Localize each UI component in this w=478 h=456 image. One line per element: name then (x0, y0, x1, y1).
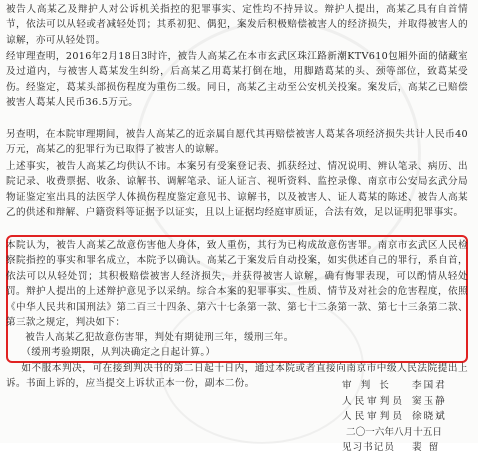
paragraph-appeal-notice: 如不服本判决，可在接到判决书的第二日起十日内，通过本院或者直接向南京市中级人民法院提出上诉。书面上诉的，应当提交上诉状正本一份，副本二份。 (6, 363, 468, 390)
paragraph-defense-opinion: 被告人高某乙及辩护人对公诉机关指控的犯罪事实、定性均不持异议。辩护人提出，高某乙具有自首情节，依法可以从轻或者减轻处罚；其系初犯、偶犯，案发后积极赔偿被害人的经济损失，并取得被害人的谅解，亦可从轻处罚。 (6, 4, 468, 46)
paragraph-probation-note: （缓刑考验期限，从判决确定之日起计算。） (21, 347, 216, 358)
signature-name: 裴 留 (412, 442, 441, 454)
signature-role: 见习书记员 (342, 442, 395, 454)
paragraph-court-opinion: 本院认为，被告人高某乙故意伤害他人身体，致人重伤，其行为已构成故意伤害罪。南京市玄武区人民检察院指控的事实和罪名成立，本院予以确认。高某乙于案发后自动投案，如实供述自己的罪行，系自首，依法可以从轻处罚；其积极赔偿被害人经济损失，并获得被害人谅解，确有悔罪表现，可以酌情从轻处罚。辩护人提出的上述辩护意见予以采纳。综合本案的犯罪事实、性质、情节及对社会的危害程度，依照《中华人民共和国刑法》第二百三十四条、第六十七条第一款、第七十二条第一款、第七十三条第二款、第三款之规定，判决如下： (6, 240, 468, 329)
signature-date-row (342, 425, 460, 441)
signature-role: 人民审判员 (342, 395, 405, 407)
signature-name: 徐晓斌 (412, 411, 447, 423)
signature-row (342, 378, 460, 394)
paragraph-verdict: 被告人高某乙犯故意伤害罪，判处有期徒刑三年，缓刑三年。 (25, 332, 294, 343)
signature-name: 李国君 (412, 380, 447, 391)
judgment-date: 二〇一六年八月十五日 (346, 426, 442, 438)
signature-block (342, 378, 460, 456)
signature-role: 人民审判员 (342, 411, 405, 423)
paragraph-facts-found: 经审理查明，2016年2月18日3时许，被告人高某乙在本市玄武区珠江路新潮KTV610包厢外面的储藏室及过道内，与被害人葛某发生纠纷，后高某乙用葛某打倒在地，用脚踏葛某的头、颈等部位，致葛某受伤。经鉴定，葛某头部损伤程度为重伤二级。同日，高某乙主动至公安机关投案。案发后，高某乙已赔偿被害人葛某人民币36.5万元。 (6, 51, 468, 109)
paragraph-additional-facts: 另查明，在本院审理期间，被告人高某乙的近亲属自愿代其再赔偿被害人葛某各项经济损失共计人民币40万元，高某乙的犯罪行为已取得了被害人的谅解。 (6, 129, 468, 156)
signature-name: 窦玉静 (412, 395, 447, 407)
signature-role: 审 判 长 (342, 380, 392, 391)
signature-row (342, 394, 460, 410)
paragraph-evidence: 上述事实，被告人高某乙均供认不讳。本案另有受案登记表、抓获经过、情况说明、辨认笔录、病历、出院记录、收费票据、收条、谅解书、调解笔录、证人证言、视听资料、监控录像、南京市公安局玄武分局物证鉴定室出具的法医学人体损伤程度鉴定意见书、谅解书，以及被害人、证人葛某的陈述、被告人高某乙的供述和辩解、户籍资料等证据予以证实，且以上证据均经庭审质证，合法有效，足以证明犯罪事实。 (6, 161, 468, 219)
signature-row (342, 409, 460, 425)
